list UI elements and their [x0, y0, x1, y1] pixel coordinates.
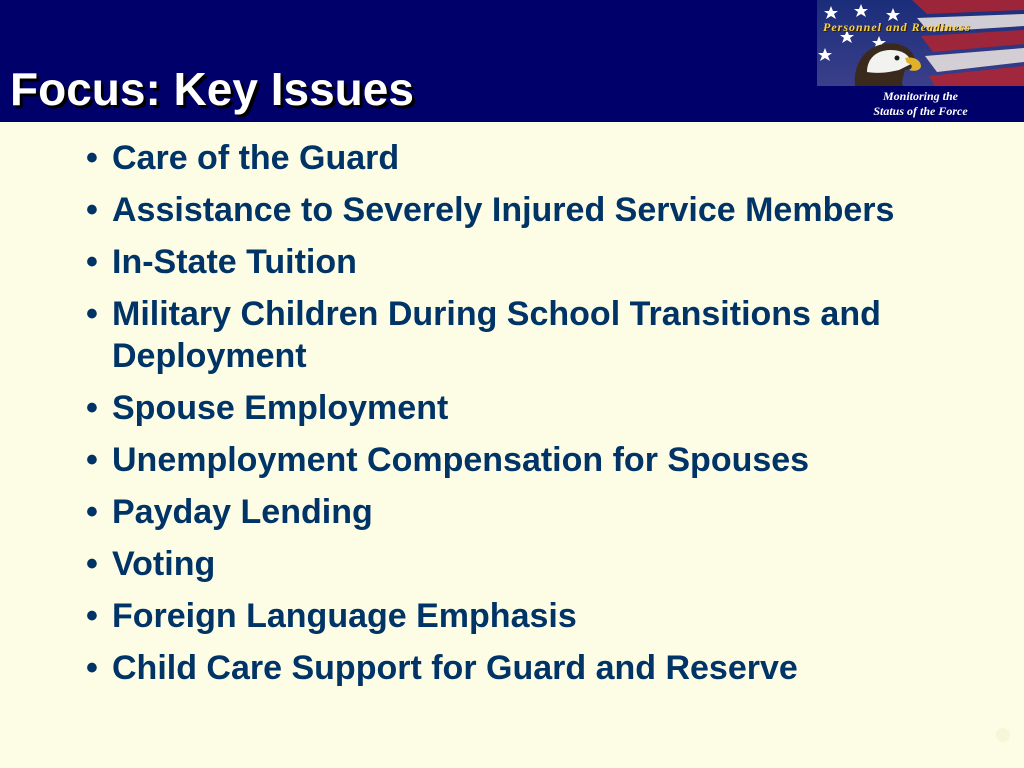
title-bar [0, 0, 1024, 122]
logo-wordmark: Personnel and Readiness [823, 20, 971, 34]
logo-caption [817, 86, 1024, 122]
bullet-dot-icon: • [86, 389, 98, 427]
list-item-text: In-State Tuition [112, 243, 357, 281]
eagle-flag-image [817, 0, 1024, 86]
list-item [84, 595, 984, 637]
list-item [84, 647, 984, 689]
list-item [84, 137, 984, 179]
bullet-dot-icon: • [86, 597, 98, 635]
list-item [84, 241, 984, 283]
list-item [84, 439, 984, 481]
list-item-text: Foreign Language Emphasis [112, 597, 577, 635]
list-item-text: Care of the Guard [112, 139, 400, 177]
list-item [84, 189, 984, 231]
list-item-text: Spouse Employment [112, 389, 449, 427]
list-item-text: Payday Lending [112, 493, 373, 531]
bullet-dot-icon: • [86, 441, 98, 479]
list-item-text: Voting [112, 545, 216, 583]
eagle-flag-emblem [817, 0, 1024, 86]
key-issues-list [84, 137, 984, 699]
bullet-dot-icon: • [86, 191, 98, 229]
personnel-readiness-logo [817, 0, 1024, 122]
slide-number-marker [996, 728, 1010, 742]
list-item [84, 491, 984, 533]
bullet-dot-icon: • [86, 295, 98, 333]
list-item-text: Child Care Support for Guard and Reserve [112, 649, 798, 687]
bullet-dot-icon: • [86, 493, 98, 531]
logo-caption-line2: Status of the Force [873, 104, 968, 118]
bullet-dot-icon: • [86, 545, 98, 583]
bullet-dot-icon: • [86, 649, 98, 687]
bullet-dot-icon: • [86, 243, 98, 281]
logo-caption-line1: Monitoring the [882, 89, 959, 103]
list-item [84, 543, 984, 585]
list-item-text: Unemployment Compensation for Spouses [112, 441, 810, 479]
list-item [84, 387, 984, 429]
slide-title: Focus: Key Issues [10, 63, 414, 115]
list-item [84, 293, 984, 377]
list-item-text: Military Children During School Transitions and Deployment [112, 295, 881, 375]
bullet-dot-icon: • [86, 139, 98, 177]
list-item-text: Assistance to Severely Injured Service Members [112, 191, 895, 229]
